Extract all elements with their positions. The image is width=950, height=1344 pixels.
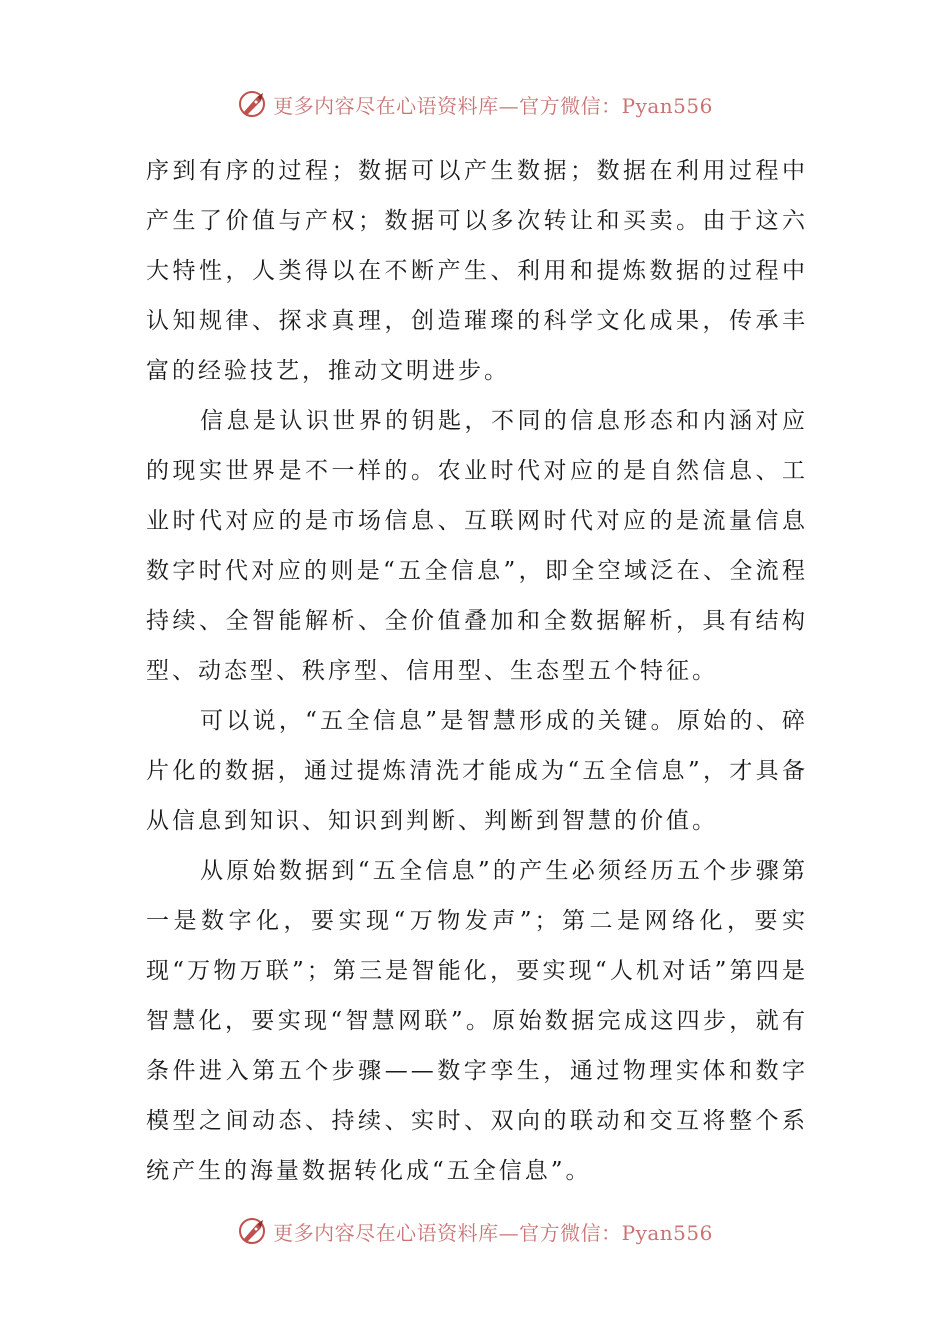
paragraph-4: 从原始数据到“五全信息”的产生必须经历五个步骤第一是数字化，要实现“万物发声”；第二是网络化，要实现“万物万联”；第三是智能化，要实现“人机对话”第四是智慧化，要实现“智慧网联”。原始数据完成这四步，就有条件进入第五个步骤——数字孪生，通过物理实体和数字模型之间动态、持续、实时、双向的联动和交互将整个系统产生的海量数据转化成“五全信息”。 <box>146 858 808 1184</box>
header-banner-text: 更多内容尽在心语资料库—官方微信：Pyan556 <box>273 93 713 118</box>
pen-nib-logo-icon <box>237 1216 267 1246</box>
footer-banner-text: 更多内容尽在心语资料库—官方微信：Pyan556 <box>273 1220 713 1245</box>
paragraph-1: 序到有序的过程；数据可以产生数据；数据在利用过程中产生了价值与产权；数据可以多次转让和买卖。由于这六大特性，人类得以在不断产生、利用和提炼数据的过程中认知规律、探求真理，创造璀璨的科学文化成果，传承丰富的经验技艺，推动文明进步。 <box>146 158 808 384</box>
paragraph-2: 信息是认识世界的钥匙，不同的信息形态和内涵对应的现实世界是不一样的。农业时代对应的是自然信息、工业时代对应的是市场信息、互联网时代对应的是流量信息数字时代对应的则是“五全信息”，即全空域泛在、全流程持续、全智能解析、全价值叠加和全数据解析，具有结构型、动态型、秩序型、信用型、生态型五个特征。 <box>146 408 808 684</box>
pen-nib-logo-icon <box>237 89 267 119</box>
footer-banner <box>0 1211 950 1251</box>
header-banner <box>0 84 950 124</box>
document-body <box>146 146 808 1196</box>
paragraph-3: 可以说，“五全信息”是智慧形成的关键。原始的、碎片化的数据，通过提炼清洗才能成为“五全信息”，才具备从信息到知识、知识到判断、判断到智慧的价值。 <box>146 708 808 834</box>
